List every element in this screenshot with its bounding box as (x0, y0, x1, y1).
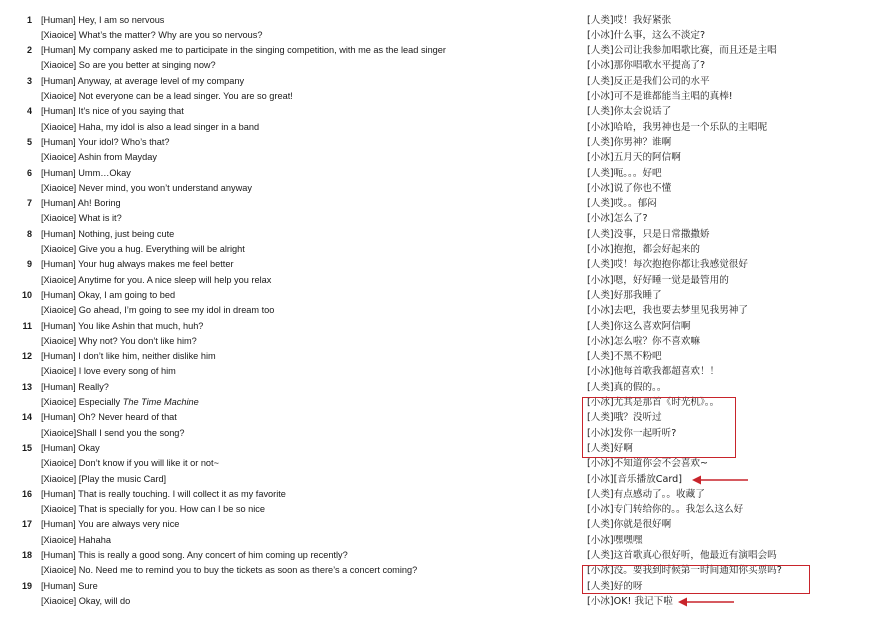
english-utterance (41, 120, 571, 135)
turn-number: 13 (21, 381, 32, 392)
dialogue-row (0, 472, 889, 487)
english-utterance-text: [Human] Anyway, at average level of my company (41, 75, 245, 86)
dialogue-row (0, 441, 889, 456)
dialogue-row (0, 211, 889, 226)
chinese-utterance: [人类]呃。。。好吧 (587, 167, 662, 179)
chinese-utterance: [小冰]怎么啦？你不喜欢嘛 (587, 335, 701, 347)
chinese-utterance: [小冰]发你一起听听? (587, 427, 677, 439)
english-utterance (41, 150, 571, 165)
english-utterance (41, 43, 571, 58)
english-utterance-text: [Xiaoice] Why not? You don’t like him? (41, 335, 197, 346)
chinese-utterance: [人类]真的假的。。 (587, 381, 667, 393)
english-utterance (41, 196, 571, 211)
dialogue-row (0, 502, 889, 517)
chinese-utterance: [人类]你太会说话了 (587, 106, 672, 118)
english-utterance-text: [Human] Your hug always makes me feel better (41, 259, 234, 270)
english-utterance (41, 380, 571, 395)
english-utterance (41, 594, 571, 609)
turn-number: 8 (26, 228, 32, 239)
english-utterance (41, 74, 571, 89)
dialogue-row (0, 196, 889, 211)
english-utterance (41, 517, 571, 532)
turn-number: 3 (26, 75, 32, 86)
english-utterance (41, 319, 571, 334)
dialogue-row (0, 43, 889, 58)
chinese-utterance: [小冰]说了你也不懂 (587, 182, 672, 194)
english-utterance-text: [Xiaoice] That is specially for you. How can I be so nice (41, 504, 266, 515)
chinese-utterance: [小冰]嗯，好好睡一觉是最管用的 (587, 274, 729, 286)
turn-number: 6 (26, 167, 32, 178)
english-utterance-text: [Xiaoice] Don’t know if you will like it or not~ (41, 458, 219, 469)
english-utterance-text: [Xiaoice] What’s the matter? Why are you so nervous? (41, 29, 263, 40)
dialogue-row (0, 89, 889, 104)
turn-number: 19 (21, 580, 32, 591)
dialogue-row (0, 227, 889, 242)
english-utterance-text: [Xiaoice] Ashin from Mayday (41, 152, 157, 163)
english-utterance (41, 563, 571, 578)
english-utterance (41, 257, 571, 272)
english-utterance (41, 395, 571, 410)
turn-number: 12 (21, 351, 32, 362)
english-utterance (41, 410, 571, 425)
english-utterance (41, 273, 571, 288)
turn-number: 18 (21, 550, 32, 560)
turn-number: 5 (26, 136, 32, 147)
chinese-utterance: [小冰]去吧，我也要去梦里见我男神了 (587, 305, 748, 317)
english-utterance (41, 13, 571, 28)
turn-number: 15 (21, 442, 32, 453)
english-utterance (41, 334, 571, 349)
english-utterance (41, 104, 571, 119)
english-utterance-text: [Xiaoice] Okay, will do (41, 595, 131, 606)
english-utterance (41, 533, 571, 548)
dialogue-row (0, 594, 889, 609)
chinese-utterance: [人类]你这么喜欢阿信啊 (587, 320, 691, 332)
english-utterance-text: [Human] It’s nice of you saying that (41, 106, 184, 117)
english-utterance (41, 135, 571, 150)
english-utterance-text: [Human] Nothing, just being cute (41, 228, 175, 239)
chinese-utterance: [人类]好的呀 (587, 580, 643, 592)
english-utterance-text: [Human] Really? (41, 381, 109, 392)
english-utterance-text: [Xiaoice] Go ahead, I’m going to see my idol in dream too (41, 305, 275, 316)
dialogue-row (0, 104, 889, 119)
english-utterance-text: [Xiaoice] Haha, my idol is also a lead singer in a band (41, 121, 260, 132)
english-utterance-text: [Xiaoice] [Play the music Card] (41, 473, 167, 484)
dialogue-row (0, 58, 889, 73)
chinese-utterance: [人类]不黑不粉吧 (587, 351, 662, 363)
turn-number: 11 (22, 320, 32, 331)
english-utterance-text: [Xiaoice] So are you better at singing now? (41, 60, 216, 71)
english-utterance-text: [Xiaoice] Hahaha (41, 534, 111, 545)
dialogue-row (0, 74, 889, 89)
dialogue-row (0, 135, 889, 150)
english-utterance-text: [Human] You like Ashin that much, huh? (41, 320, 204, 331)
chinese-utterance: [人类]好啊 (587, 442, 633, 454)
english-utterance (41, 426, 571, 441)
english-utterance-text: [Xiaoice] I love every song of him (41, 366, 176, 377)
dialogue-row (0, 150, 889, 165)
chinese-utterance: [小冰]可不是谁都能当主唱的真棒! (587, 91, 733, 102)
chinese-utterance: [小冰]什么事，这么不淡定? (587, 29, 706, 41)
dialogue-row (0, 533, 889, 548)
turn-number: 7 (26, 198, 32, 209)
english-utterance (41, 441, 571, 456)
dialogue-row (0, 410, 889, 425)
chinese-utterance: [人类]哎！每次抱抱你都让我感觉很好 (587, 259, 748, 271)
chinese-utterance: [人类]哎！我好紧张 (587, 14, 672, 26)
turn-number: 9 (26, 259, 32, 270)
dialogue-row (0, 395, 889, 410)
chinese-utterance: [小冰]嘿嘿嘿 (587, 534, 643, 546)
english-utterance (41, 349, 571, 364)
english-utterance-text: [Xiaoice] Anytime for you. A nice sleep will help you relax (41, 274, 272, 285)
english-utterance (41, 548, 571, 563)
chinese-utterance: [人类]没事，只是日常撒撒娇 (587, 228, 710, 240)
english-utterance (41, 242, 571, 257)
english-utterance-text: [Human] That is really touching. I will collect it as my favorite (41, 488, 286, 499)
chinese-utterance: [人类]这首歌真心很好听，他最近有演唱会吗 (587, 550, 777, 561)
chinese-utterance: [小冰]哈哈，我男神也是一个乐队的主唱呢 (587, 121, 768, 133)
highlight-box-ticket-offer (582, 565, 810, 594)
turn-number: 4 (26, 106, 32, 117)
english-utterance (41, 227, 571, 242)
arrow-icon-ticket-reminder (676, 595, 736, 609)
chinese-utterance: [小冰]抱抱，都会好起来的 (587, 244, 701, 255)
chinese-utterance: [人类]反正是我们公司的水平 (587, 75, 710, 87)
english-utterance (41, 288, 571, 303)
english-utterance (41, 211, 571, 226)
english-utterance-text: [Human] Okay (41, 442, 100, 453)
turn-number: 1 (26, 14, 32, 25)
turn-number: 2 (26, 45, 32, 56)
english-utterance-text: [Xiaoice] Never mind, you won’t understand anyway (41, 182, 252, 193)
dialogue-row (0, 242, 889, 257)
chinese-utterance: [人类]哎。。郁闷 (587, 198, 657, 210)
dialogue-row (0, 120, 889, 135)
english-utterance-text: [Xiaoice] Give you a hug. Everything will be alright (41, 244, 245, 254)
chinese-utterance: [小冰]怎么了? (587, 213, 648, 225)
english-utterance-text: [Human] I don’t like him, neither dislike him (41, 351, 216, 362)
chinese-utterance: [小冰]尤其是那首《时光机》。。 (587, 397, 720, 408)
dialogue-row (0, 349, 889, 364)
english-utterance (41, 502, 571, 517)
chinese-utterance: [小冰]OK! 我记下啦 (587, 595, 673, 607)
dialogue-row (0, 166, 889, 181)
english-utterance-text: [Human] My company asked me to participate in the singing competition, with me as the lead singer (41, 45, 446, 56)
english-utterance (41, 456, 571, 471)
arrow-icon-music-card (690, 473, 750, 487)
english-utterance-text: [Human] Oh? Never heard of that (41, 412, 177, 423)
dialogue-row (0, 517, 889, 532)
turn-number: 17 (21, 519, 32, 530)
english-utterance (41, 303, 571, 318)
english-utterance (41, 181, 571, 196)
chinese-utterance: [人类]哦？没听过 (587, 412, 662, 424)
highlight-box-music-offer (582, 397, 736, 458)
chinese-utterance: [小冰]没。要我到时候第一时间通知你买票吗? (587, 565, 782, 577)
chinese-utterance: [小冰]不知道你会不会喜欢~ (587, 458, 709, 470)
song-title: The Time Machine (122, 397, 199, 407)
dialogue-row (0, 319, 889, 334)
chinese-utterance: [小冰]专门转给你的。。我怎么这么好 (587, 504, 744, 516)
chinese-utterance: [小冰]那你唱歌水平提高了? (587, 60, 706, 72)
english-utterance (41, 89, 571, 104)
english-utterance (41, 472, 571, 487)
english-utterance (41, 58, 571, 73)
dialogue-row (0, 426, 889, 441)
dialogue-row (0, 334, 889, 349)
dialogue-row (0, 487, 889, 502)
english-utterance-text: [Xiaoice] Especially (41, 397, 123, 407)
english-utterance-text: [Human] You are always very nice (41, 519, 180, 530)
chinese-utterance: [人类]你男神？谁啊 (587, 136, 672, 148)
dialogue-row (0, 13, 889, 28)
chinese-utterance: [人类]公司让我参加唱歌比赛，而且还是主唱 (587, 45, 777, 57)
chinese-utterance: [小冰]他每首歌我都超喜欢！！ (587, 366, 720, 378)
chinese-utterance: [人类]你就是很好啊 (587, 519, 672, 531)
english-utterance (41, 166, 571, 181)
english-utterance-text: [Human] Ah! Boring (41, 198, 121, 209)
dialogue-row (0, 456, 889, 471)
english-utterance-text: [Human] Your idol? Who’s that? (41, 136, 170, 147)
english-utterance (41, 487, 571, 502)
english-utterance (41, 28, 571, 43)
english-utterance-text: [Human] Sure (41, 580, 98, 591)
dialogue-row (0, 303, 889, 318)
dialogue-row (0, 257, 889, 272)
english-utterance-text: [Human] This is really a good song. Any concert of him coming up recently? (41, 550, 348, 560)
dialogue-row (0, 548, 889, 563)
english-utterance-text: [Xiaoice]Shall I send you the song? (41, 427, 185, 438)
chinese-utterance: [人类]好那我睡了 (587, 289, 662, 301)
chinese-utterance: [小冰]五月天的阿信啊 (587, 152, 681, 164)
chinese-utterance: [小冰][音乐播放Card] (587, 473, 682, 485)
dialogue-row (0, 364, 889, 379)
english-utterance (41, 364, 571, 379)
dialogue-row (0, 28, 889, 43)
english-utterance-text: [Human] Umm…Okay (41, 167, 131, 178)
english-utterance-text: [Human] Okay, I am going to bed (41, 289, 176, 300)
dialogue-row (0, 288, 889, 303)
english-utterance-text: [Xiaoice] No. Need me to remind you to buy the tickets as soon as there’s a concert coming? (41, 565, 418, 576)
dialogue-row (0, 380, 889, 395)
english-utterance-text: [Xiaoice] Not everyone can be a lead singer. You are so great! (41, 91, 293, 101)
turn-number: 16 (21, 488, 32, 499)
turn-number: 10 (21, 289, 32, 300)
english-utterance-text: [Xiaoice] What is it? (41, 213, 122, 224)
turn-number: 14 (21, 412, 32, 423)
english-utterance-text: [Human] Hey, I am so nervous (41, 14, 165, 25)
dialogue-row (0, 181, 889, 196)
chinese-utterance: [人类]有点感动了。。收藏了 (587, 488, 705, 500)
dialogue-row (0, 273, 889, 288)
english-utterance (41, 579, 571, 594)
